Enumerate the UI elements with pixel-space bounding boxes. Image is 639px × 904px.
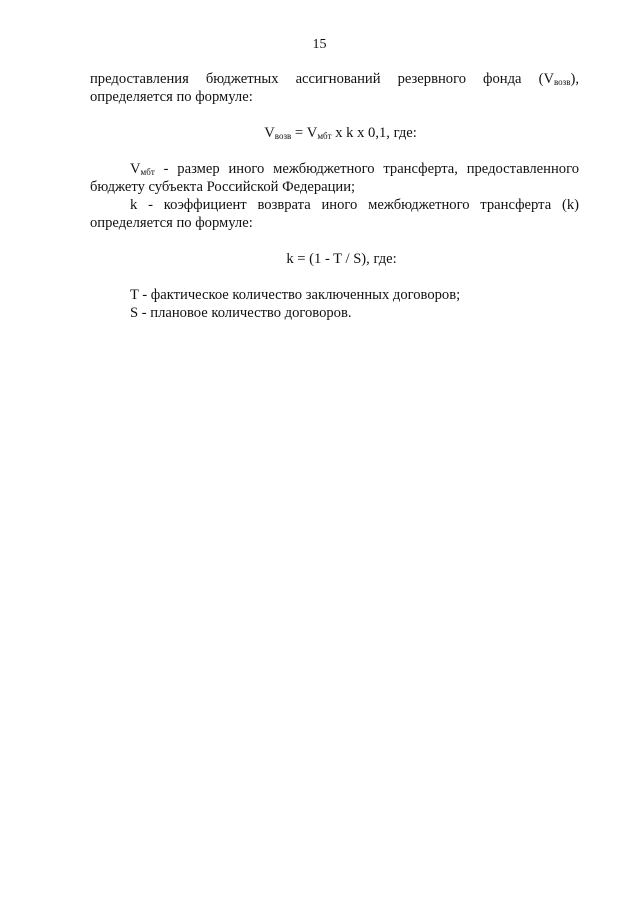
document-body <box>90 70 579 322</box>
paragraph-s-definition: S - плановое количество договоров. <box>130 305 352 321</box>
paragraph-intro-line1 <box>90 70 579 88</box>
formula-coefficient: k = (1 - T / S), где: <box>286 251 397 267</box>
paragraph-vmbt-definition <box>90 160 579 196</box>
page-number: 15 <box>312 37 327 52</box>
paragraph-text: - размер иного межбюджетного трансферта, предоставленного бюджету субъекта Российской Федерации; <box>90 161 579 195</box>
formula-text: x k x 0,1, где: <box>331 125 417 141</box>
formula-text: V <box>264 125 275 141</box>
paragraph-text: предоставления бюджетных ассигнований резервного фонда (V <box>90 71 554 87</box>
formula-return-volume <box>90 124 579 142</box>
subscript: возв <box>553 77 571 87</box>
paragraph-t-definition: T - фактическое количество заключенных договоров; <box>130 287 461 303</box>
formula-text: = V <box>291 125 318 141</box>
paragraph-k-definition: k - коэффициент возврата иного межбюджетного трансферта (k) определяется по формуле: <box>90 197 579 231</box>
subscript: мбт <box>317 131 332 141</box>
subscript: мбт <box>140 167 155 177</box>
paragraph-text: V <box>130 161 141 177</box>
paragraph-intro-line2: определяется по формуле: <box>90 89 253 105</box>
paragraph-text: ), <box>570 71 579 87</box>
subscript: возв <box>274 131 292 141</box>
